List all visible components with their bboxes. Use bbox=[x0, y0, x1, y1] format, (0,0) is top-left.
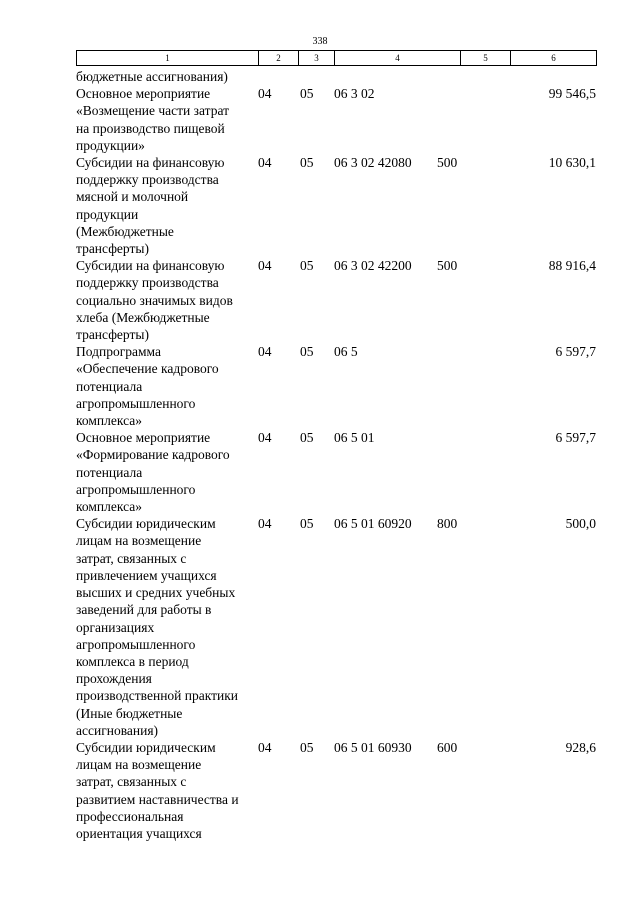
description-line: Субсидии юридическим bbox=[76, 516, 216, 532]
section-code: 04 bbox=[258, 86, 272, 102]
subsection-code: 05 bbox=[300, 258, 314, 274]
description-line: агропромышленного bbox=[76, 636, 196, 652]
subsection-code: 05 bbox=[300, 86, 314, 102]
section-code: 04 bbox=[258, 739, 272, 755]
amount-value: 99 546,5 bbox=[548, 86, 596, 102]
row-description bbox=[76, 154, 261, 257]
row-description bbox=[76, 739, 261, 842]
description-line: мясной и молочной bbox=[76, 189, 189, 205]
column-header-row bbox=[76, 50, 597, 66]
amount-value: 928,6 bbox=[565, 739, 596, 755]
description-line: комплекса» bbox=[76, 499, 142, 515]
description-line: «Обеспечение кадрового bbox=[76, 361, 219, 377]
description-line: поддержку производства bbox=[76, 172, 219, 188]
expense-type-code: 500 bbox=[437, 155, 458, 171]
description-line: лицам на возмещение bbox=[76, 533, 202, 549]
row-description bbox=[76, 257, 261, 343]
description-line: на производство пищевой bbox=[76, 120, 225, 136]
section-code: 04 bbox=[258, 155, 272, 171]
table-row bbox=[76, 429, 600, 515]
subsection-code: 05 bbox=[300, 516, 314, 532]
amount-value: 6 597,7 bbox=[555, 430, 596, 446]
table-row bbox=[76, 515, 600, 739]
table-row bbox=[76, 343, 600, 429]
description-line: Субсидии на финансовую bbox=[76, 258, 225, 274]
description-line: «Возмещение части затрат bbox=[76, 103, 229, 119]
description-line: продукции» bbox=[76, 137, 145, 153]
budget-table-body bbox=[76, 68, 600, 842]
row-description bbox=[76, 85, 261, 154]
target-article-code: 06 3 02 42200 bbox=[334, 258, 412, 274]
row-description bbox=[76, 429, 261, 515]
target-article-code: 06 3 02 bbox=[334, 86, 375, 102]
column-header-1: 1 bbox=[77, 51, 259, 66]
description-line: развитием наставничества и bbox=[76, 791, 239, 807]
target-article-code: 06 5 bbox=[334, 344, 358, 360]
subsection-code: 05 bbox=[300, 155, 314, 171]
description-line: хлеба (Межбюджетные bbox=[76, 309, 210, 325]
description-line: трансферты) bbox=[76, 241, 149, 257]
description-line: потенциала bbox=[76, 464, 143, 480]
description-line: агропромышленного bbox=[76, 481, 196, 497]
description-line: Подпрограмма bbox=[76, 344, 161, 360]
section-code: 04 bbox=[258, 258, 272, 274]
row-description bbox=[76, 68, 261, 85]
amount-value: 500,0 bbox=[565, 516, 596, 532]
subsection-code: 05 bbox=[300, 739, 314, 755]
table-row bbox=[76, 257, 600, 343]
table-row bbox=[76, 739, 600, 842]
description-line: высших и средних учебных bbox=[76, 585, 236, 601]
description-line: производственной практики bbox=[76, 688, 239, 704]
description-line: потенциала bbox=[76, 378, 143, 394]
row-description bbox=[76, 515, 261, 739]
section-code: 04 bbox=[258, 516, 272, 532]
column-header-6: 6 bbox=[511, 51, 597, 66]
table-row bbox=[76, 154, 600, 257]
description-line: Субсидии на финансовую bbox=[76, 155, 225, 171]
description-line: (Иные бюджетные bbox=[76, 705, 183, 721]
amount-value: 88 916,4 bbox=[548, 258, 596, 274]
section-code: 04 bbox=[258, 430, 272, 446]
target-article-code: 06 5 01 60930 bbox=[334, 739, 412, 755]
description-line: прохождения bbox=[76, 671, 152, 687]
expense-type-code: 500 bbox=[437, 258, 458, 274]
description-line: привлечением учащихся bbox=[76, 567, 217, 583]
description-line: поддержку производства bbox=[76, 275, 219, 291]
expense-type-code: 800 bbox=[437, 516, 458, 532]
target-article-code: 06 5 01 bbox=[334, 430, 375, 446]
description-line: комплекса в период bbox=[76, 653, 189, 669]
target-article-code: 06 3 02 42080 bbox=[334, 155, 412, 171]
expense-type-code: 600 bbox=[437, 739, 458, 755]
column-header-2: 2 bbox=[259, 51, 299, 66]
description-line: Субсидии юридическим bbox=[76, 739, 216, 755]
description-line: Основное мероприятие bbox=[76, 86, 211, 102]
description-line: организациях bbox=[76, 619, 155, 635]
description-line: ориентация учащихся bbox=[76, 825, 202, 841]
section-code: 04 bbox=[258, 344, 272, 360]
description-line: заведений для работы в bbox=[76, 602, 212, 618]
description-line: комплекса» bbox=[76, 413, 142, 429]
description-line: затрат, связанных с bbox=[76, 774, 187, 790]
description-line: ассигнования) bbox=[76, 722, 159, 738]
column-header-4: 4 bbox=[335, 51, 461, 66]
description-line: бюджетные ассигнования) bbox=[76, 69, 228, 84]
column-header-3: 3 bbox=[299, 51, 335, 66]
amount-value: 10 630,1 bbox=[548, 155, 596, 171]
subsection-code: 05 bbox=[300, 430, 314, 446]
description-line: лицам на возмещение bbox=[76, 757, 202, 773]
description-line: Основное мероприятие bbox=[76, 430, 211, 446]
description-line: «Формирование кадрового bbox=[76, 447, 230, 463]
subsection-code: 05 bbox=[300, 344, 314, 360]
description-line: продукции bbox=[76, 206, 139, 222]
description-line: трансферты) bbox=[76, 327, 149, 343]
column-header-5: 5 bbox=[461, 51, 511, 66]
description-line: агропромышленного bbox=[76, 395, 196, 411]
description-line: профессиональная bbox=[76, 808, 184, 824]
row-description bbox=[76, 343, 261, 429]
description-line: затрат, связанных с bbox=[76, 550, 187, 566]
table-row bbox=[76, 68, 600, 85]
table-row bbox=[76, 85, 600, 154]
target-article-code: 06 5 01 60920 bbox=[334, 516, 412, 532]
page-number: 338 bbox=[312, 36, 328, 47]
description-line: социально значимых видов bbox=[76, 292, 233, 308]
amount-value: 6 597,7 bbox=[555, 344, 596, 360]
description-line: (Межбюджетные bbox=[76, 223, 174, 239]
